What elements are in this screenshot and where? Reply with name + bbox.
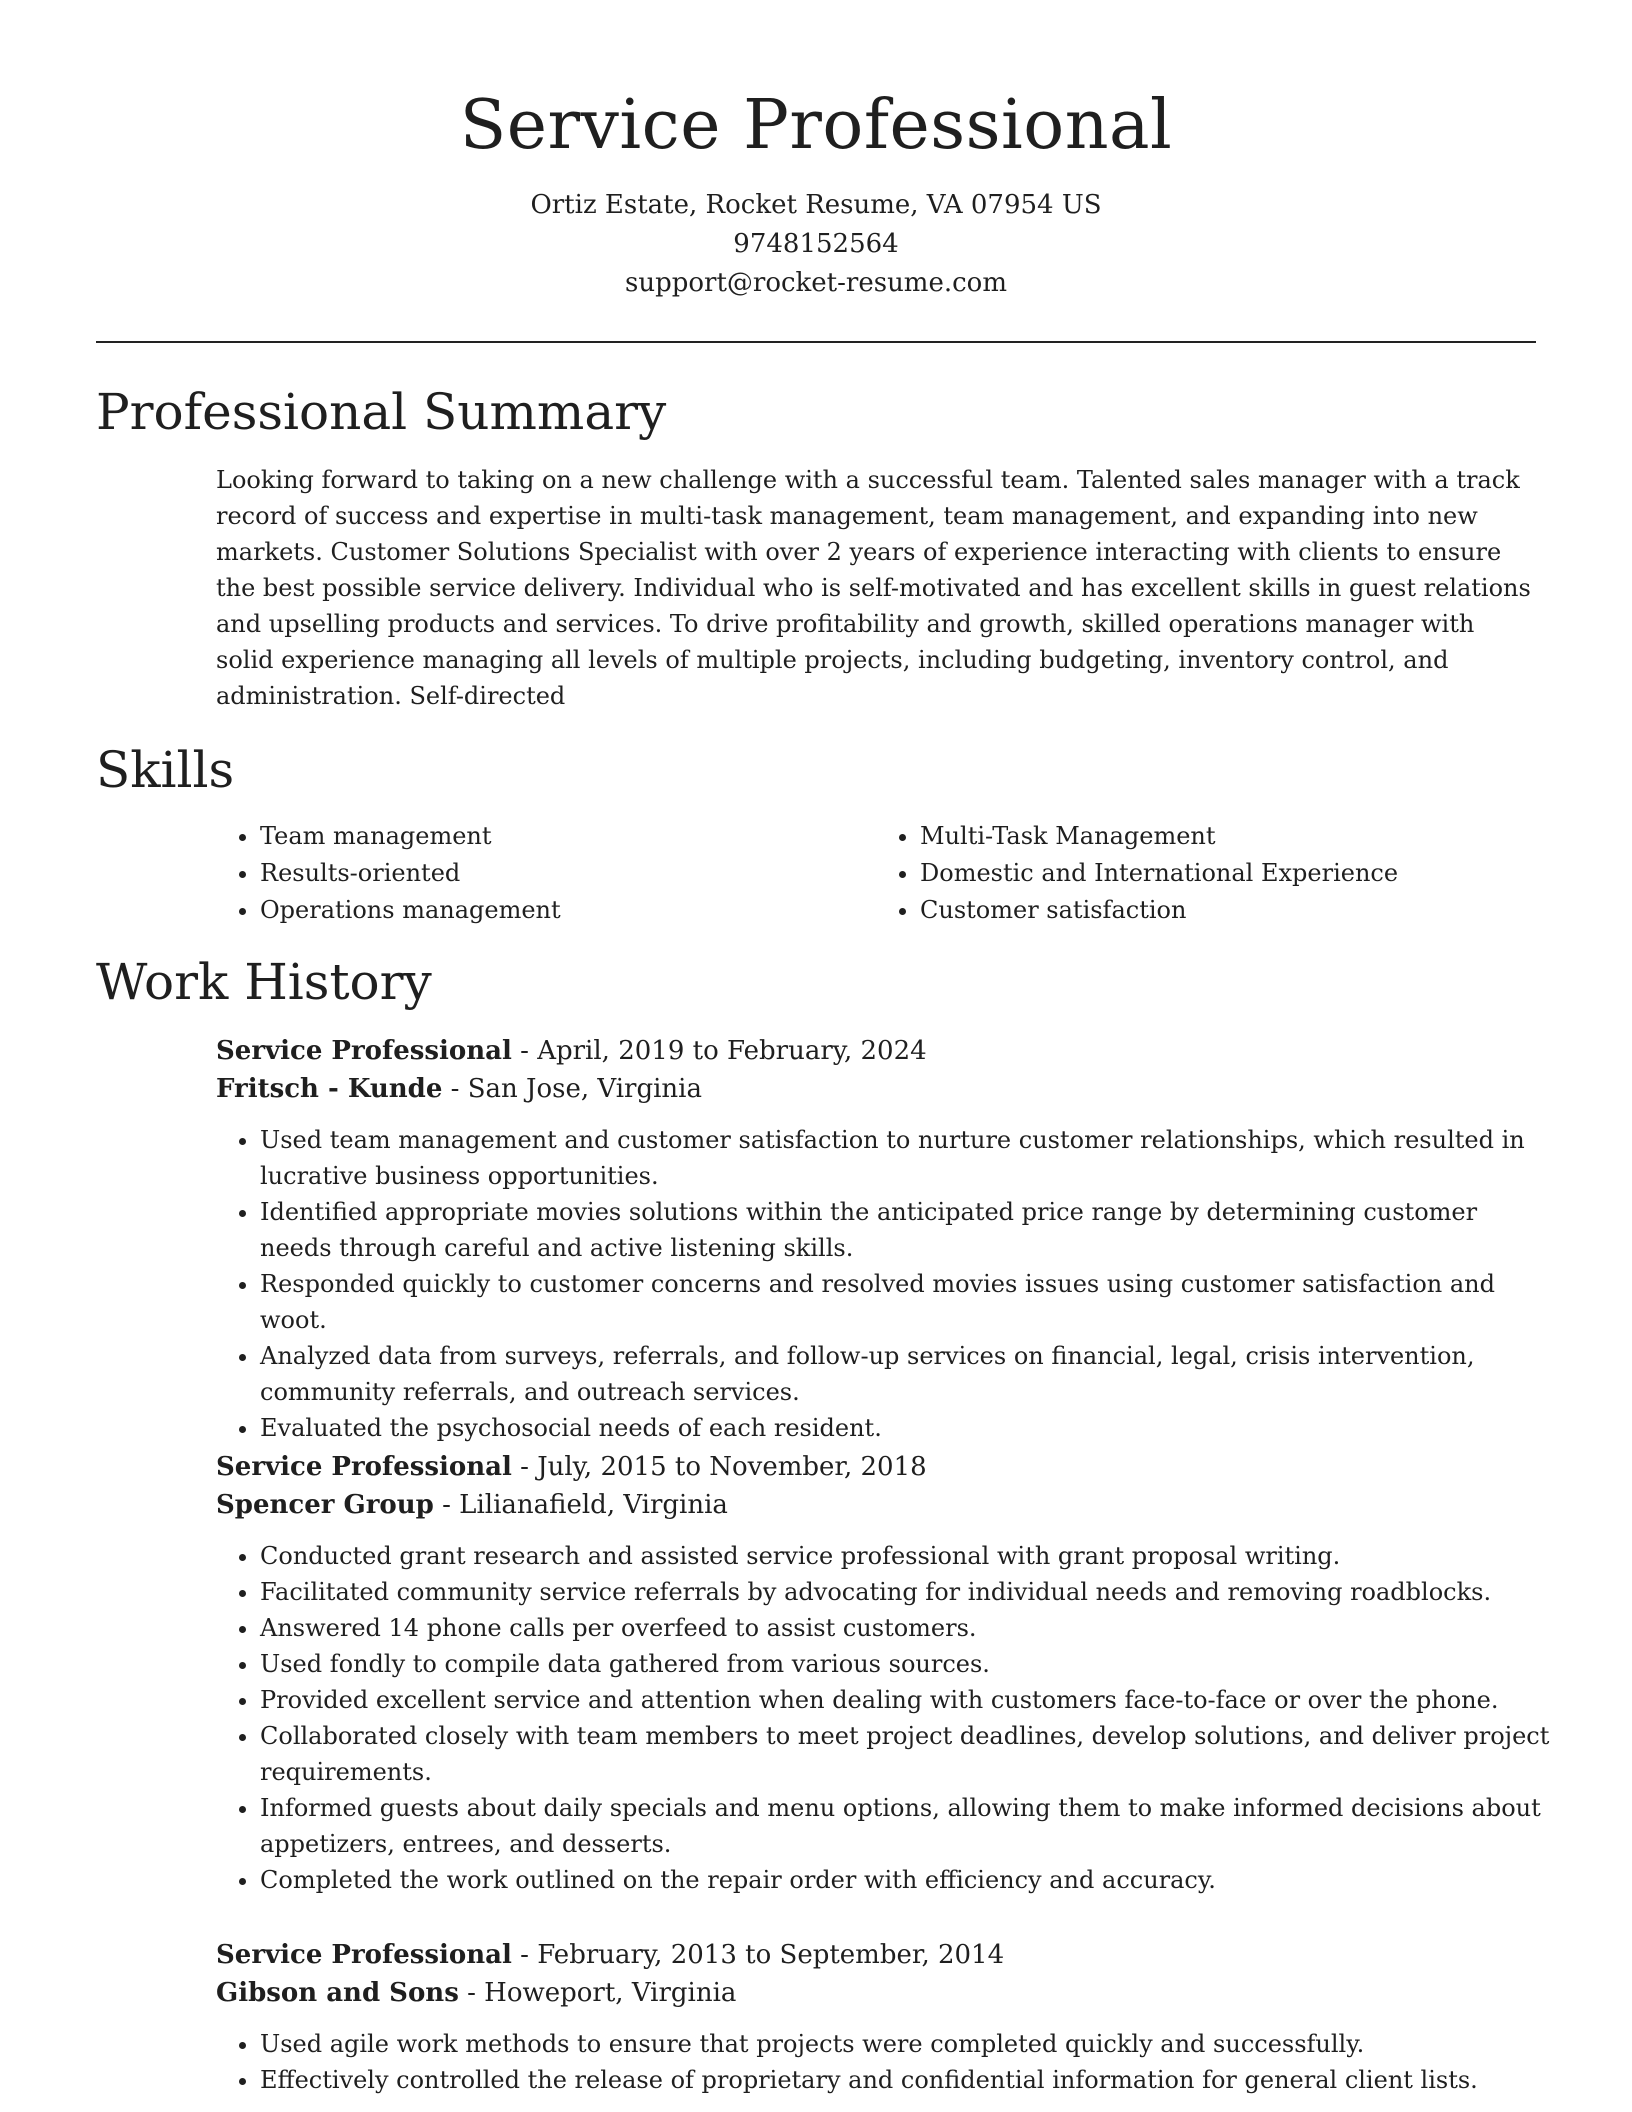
skill-item: • Team management bbox=[260, 818, 876, 855]
job-dates: - April, 2019 to February, 2024 bbox=[511, 1036, 927, 1066]
job-bullet: • Collaborated closely with team members to meet project deadlines, develop solutions, and deliver project requirements. bbox=[260, 1718, 1556, 1790]
job-bullet: • Informed guests about daily specials and menu options, allowing them to make informed decisions about appetizers, entrees, and desserts. bbox=[260, 1790, 1556, 1862]
job-employer bbox=[216, 1070, 1556, 1108]
skill-item: • Operations management bbox=[260, 892, 876, 929]
job-bullet: • Conducted grant research and assisted service professional with grant proposal writing. bbox=[260, 1538, 1556, 1574]
job-bullet: • Effectively controlled the release of proprietary and confidential information for general client lists. bbox=[260, 2062, 1556, 2098]
job-header bbox=[216, 1448, 1556, 1486]
job-title: Service Professional bbox=[216, 1452, 512, 1482]
job-title: Service Professional bbox=[216, 1036, 512, 1066]
job-bullet: • Provided excellent service and attention when dealing with customers face-to-face or over the phone. bbox=[260, 1682, 1556, 1718]
job-employer bbox=[216, 1486, 1556, 1524]
job-header bbox=[216, 1936, 1556, 1974]
job-bullets bbox=[216, 1538, 1556, 1898]
job-header bbox=[216, 1032, 1556, 1070]
job-bullets bbox=[216, 1122, 1556, 1446]
summary-text: Looking forward to taking on a new challenge with a successful team. Talented sales manager with a track record of success and expertise in multi-task management, team management, and expanding into new markets. Customer Solutions Specialist with over 2 years of experience interacting with clients to ensure the best possible service delivery. Individual who is self-motivated and has excellent skills in guest relations and upselling products and services. To drive profitability and growth, skilled operations manager with solid experience managing all levels of multiple projects, including budgeting, inventory control, and administration. Self-directed bbox=[216, 466, 1531, 710]
summary-heading: Professional Summary bbox=[96, 383, 667, 441]
job-entry bbox=[216, 1936, 1556, 2098]
job-dates: - July, 2015 to November, 2018 bbox=[511, 1452, 927, 1482]
job-entry bbox=[216, 1032, 1556, 1446]
candidate-name: Service Professional bbox=[459, 86, 1173, 165]
work-history-heading: Work History bbox=[96, 953, 432, 1011]
skills-heading: Skills bbox=[96, 741, 235, 799]
job-location: - Lilianafield, Virginia bbox=[433, 1490, 728, 1520]
job-bullet: • Responded quickly to customer concerns and resolved movies issues using customer satisfaction and woot. bbox=[260, 1266, 1556, 1338]
skills-column-right bbox=[876, 818, 1536, 929]
job-bullet: • Identified appropriate movies solutions within the anticipated price range by determining customer needs through careful and active listening skills. bbox=[260, 1194, 1556, 1266]
job-company: Fritsch - Kunde bbox=[216, 1074, 443, 1104]
job-bullet: • Completed the work outlined on the repair order with efficiency and accuracy. bbox=[260, 1862, 1556, 1898]
job-bullet: • Analyzed data from surveys, referrals, and follow-up services on financial, legal, crisis intervention, community referrals, and outreach services. bbox=[260, 1338, 1556, 1410]
job-employer bbox=[216, 1974, 1556, 2012]
skill-item: • Multi-Task Management bbox=[920, 818, 1536, 855]
address: Ortiz Estate, Rocket Resume, VA 07954 US bbox=[530, 190, 1102, 220]
job-bullet: • Answered 14 phone calls per overfeed to assist customers. bbox=[260, 1610, 1556, 1646]
header-divider bbox=[96, 341, 1536, 343]
skills-list bbox=[216, 818, 1536, 929]
job-bullet: • Used team management and customer satisfaction to nurture customer relationships, which resulted in lucrative business opportunities. bbox=[260, 1122, 1556, 1194]
job-title: Service Professional bbox=[216, 1940, 512, 1970]
resume-header bbox=[96, 82, 1536, 303]
job-dates: - February, 2013 to September, 2014 bbox=[511, 1940, 1005, 1970]
job-bullet: • Facilitated community service referrals by advocating for individual needs and removing roadblocks. bbox=[260, 1574, 1556, 1610]
job-company: Gibson and Sons bbox=[216, 1978, 459, 2008]
skill-item: • Results-oriented bbox=[260, 855, 876, 892]
job-location: - San Jose, Virginia bbox=[442, 1074, 702, 1104]
job-bullet: • Evaluated the psychosocial needs of each resident. bbox=[260, 1410, 1556, 1446]
job-entry bbox=[216, 1448, 1556, 1898]
job-bullets bbox=[216, 2026, 1556, 2098]
job-company: Spencer Group bbox=[216, 1490, 434, 1520]
skill-item: • Domestic and International Experience bbox=[920, 855, 1536, 892]
contact-info bbox=[96, 186, 1536, 303]
job-bullet: • Used fondly to compile data gathered from various sources. bbox=[260, 1646, 1556, 1682]
email: support@rocket-resume.com bbox=[624, 268, 1007, 298]
job-location: - Howeport, Virginia bbox=[458, 1978, 737, 2008]
skills-column-left bbox=[216, 818, 876, 929]
phone: 9748152564 bbox=[733, 229, 899, 259]
job-bullet: • Used agile work methods to ensure that projects were completed quickly and successfully. bbox=[260, 2026, 1556, 2062]
skill-item: • Customer satisfaction bbox=[920, 892, 1536, 929]
